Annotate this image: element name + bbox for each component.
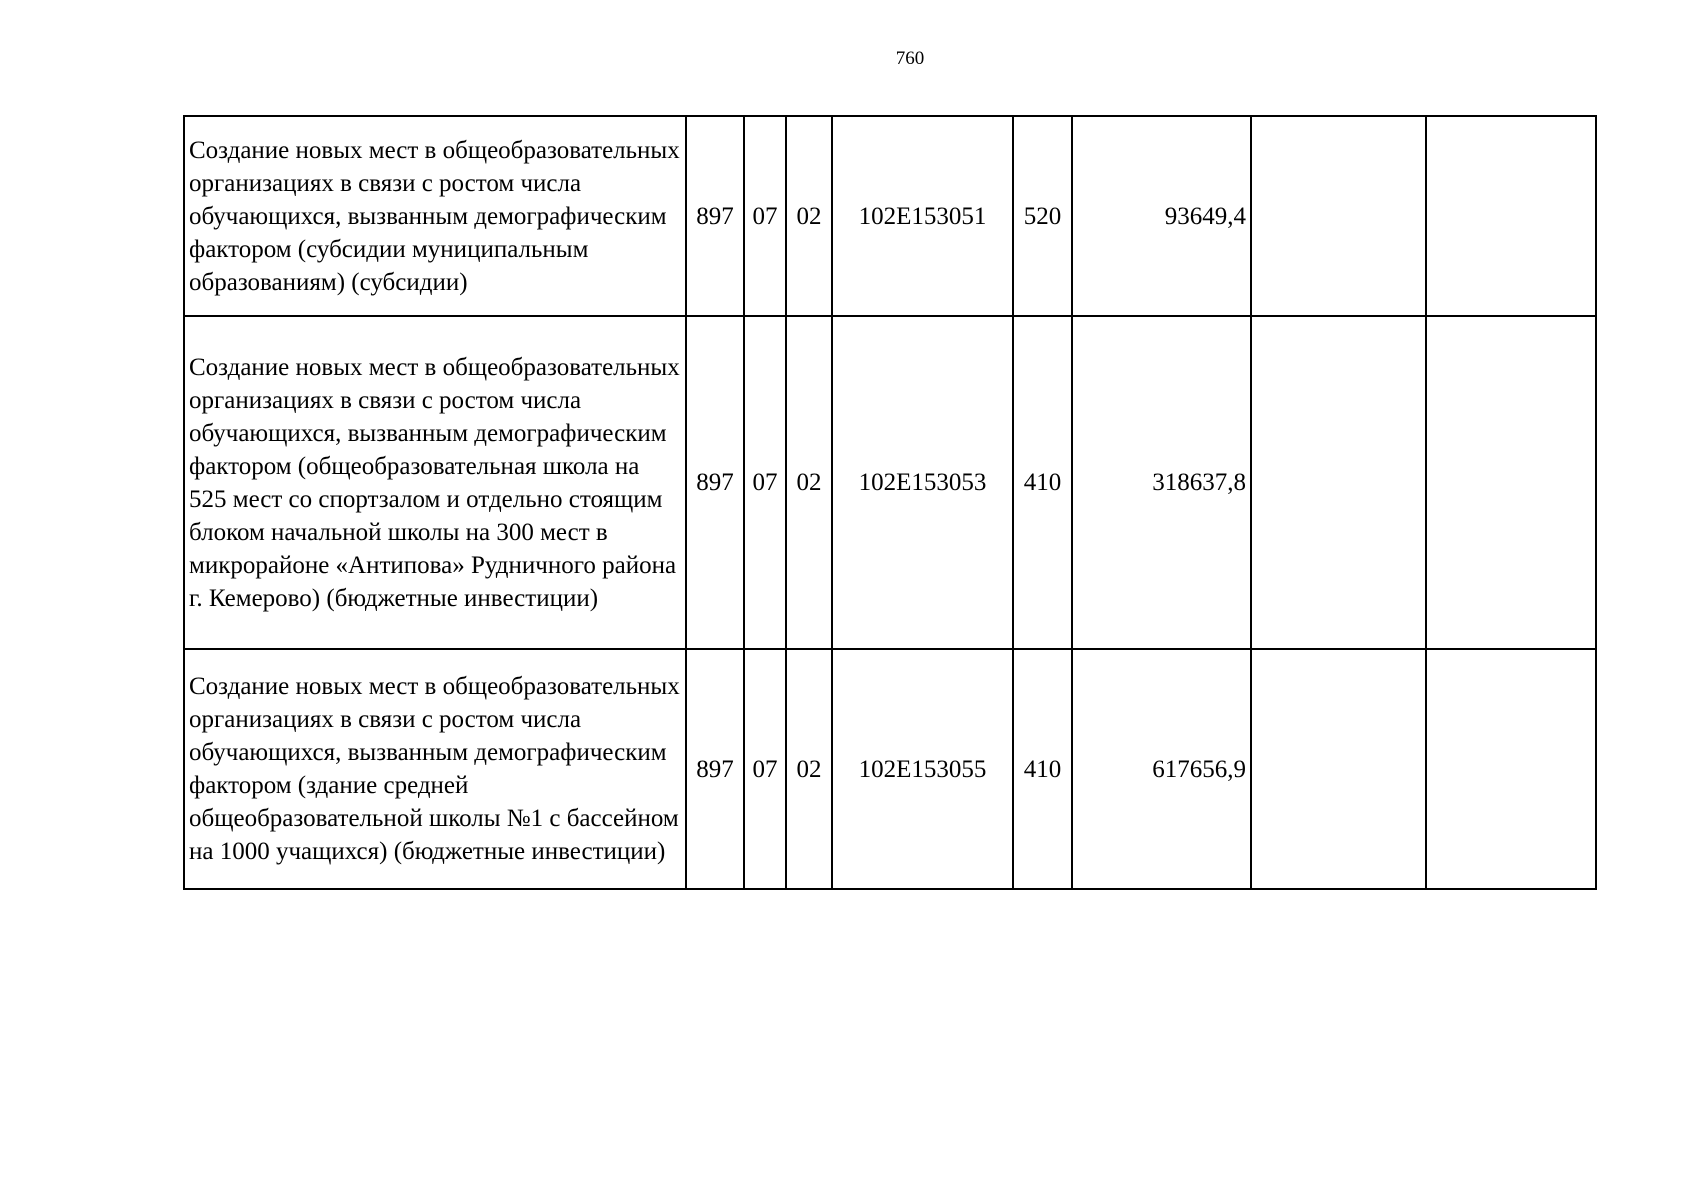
ministry-code-cell: 897: [686, 116, 744, 316]
empty-cell: [1426, 649, 1596, 889]
ministry-code-cell: 897: [686, 316, 744, 649]
table-row: [184, 116, 1596, 316]
ministry-code-cell: 897: [686, 649, 744, 889]
row-name-cell: Создание новых мест в общеобразовательных организациях в связи с ростом числа обучающихся, вызванным демографическим фактором (субсидии муниципальным образованиям) (субсидии): [184, 116, 686, 316]
section-code-cell: 07: [744, 316, 786, 649]
target-code-cell: 102E153055: [832, 649, 1013, 889]
table-row: [184, 649, 1596, 889]
empty-cell: [1426, 316, 1596, 649]
table-row: [184, 316, 1596, 649]
target-code-cell: 102E153051: [832, 116, 1013, 316]
section-code-cell: 07: [744, 649, 786, 889]
empty-cell: [1251, 116, 1426, 316]
budget-table: [183, 115, 1597, 890]
target-code-cell: 102E153053: [832, 316, 1013, 649]
amount-cell: 617656,9: [1072, 649, 1251, 889]
empty-cell: [1251, 649, 1426, 889]
row-name-cell: Создание новых мест в общеобразовательных организациях в связи с ростом числа обучающихся, вызванным демографическим фактором (здание средней общеобразовательной школы №1 с бассейном на 1000 учащихся) (бюджетные инвестиции): [184, 649, 686, 889]
amount-cell: 93649,4: [1072, 116, 1251, 316]
page-number: 760: [895, 48, 925, 69]
expense-type-cell: 520: [1013, 116, 1072, 316]
empty-cell: [1251, 316, 1426, 649]
empty-cell: [1426, 116, 1596, 316]
row-name-cell: Создание новых мест в общеобразовательных организациях в связи с ростом числа обучающихся, вызванным демографическим фактором (общеобразовательная школа на 525 мест со спортзалом и отдельно стоящим блоком начальной школы на 300 мест в микрорайоне «Антипова» Рудничного района г. Кемерово) (бюджетные инвестиции): [184, 316, 686, 649]
amount-cell: 318637,8: [1072, 316, 1251, 649]
subsection-code-cell: 02: [786, 649, 832, 889]
expense-type-cell: 410: [1013, 649, 1072, 889]
subsection-code-cell: 02: [786, 116, 832, 316]
section-code-cell: 07: [744, 116, 786, 316]
expense-type-cell: 410: [1013, 316, 1072, 649]
subsection-code-cell: 02: [786, 316, 832, 649]
